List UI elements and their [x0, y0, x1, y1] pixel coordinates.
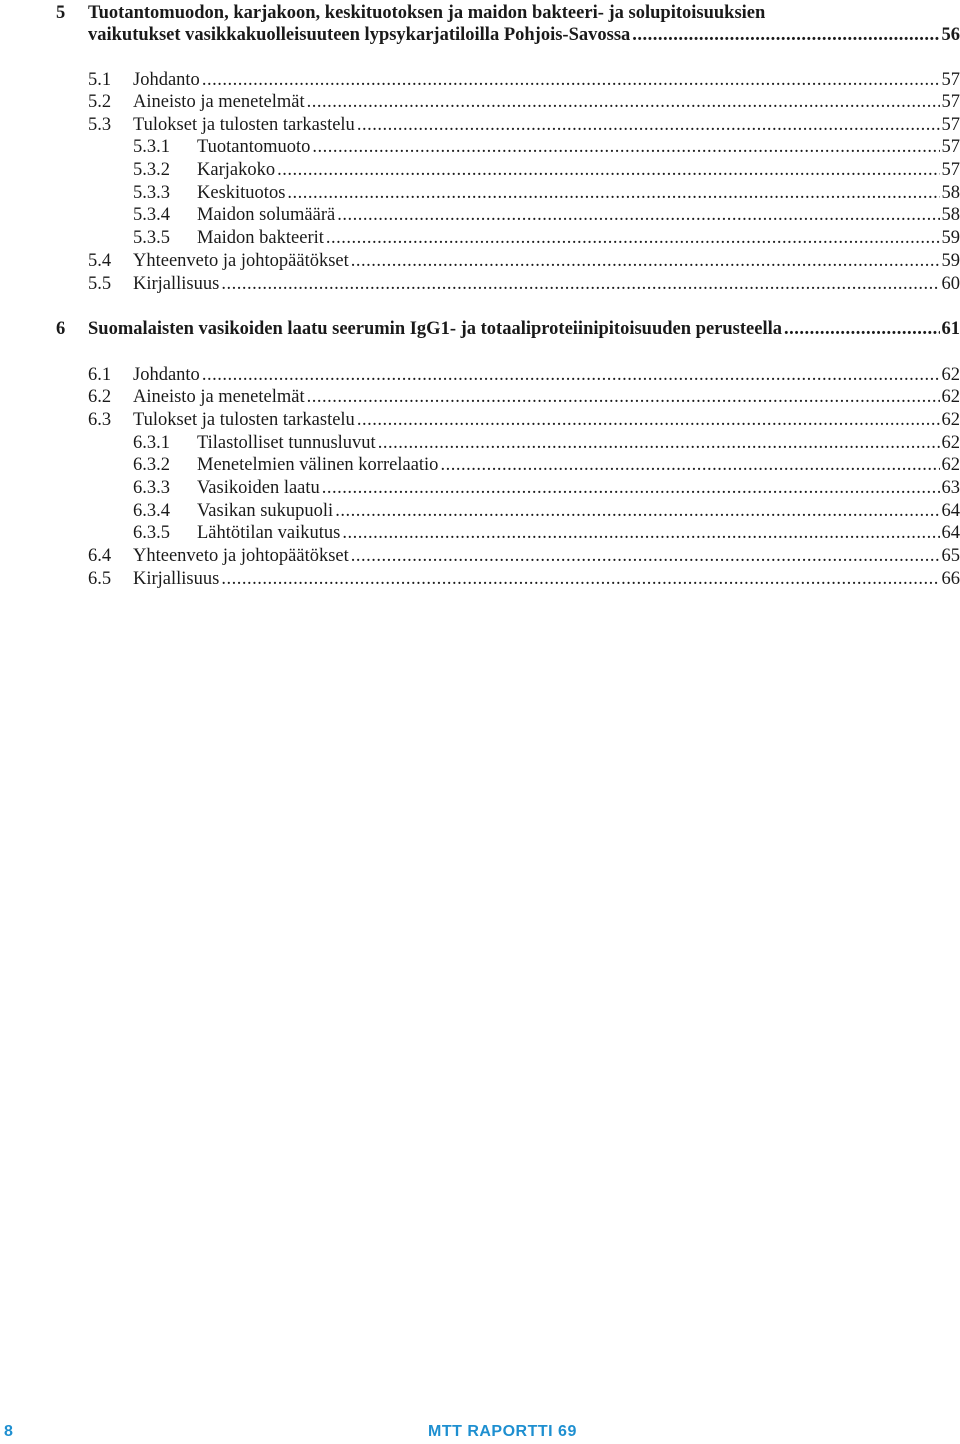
- toc-entry-label: [133, 227, 324, 249]
- section-title: Kirjallisuus: [133, 569, 219, 589]
- page-number: 57: [942, 114, 960, 136]
- section-title: Tulokset ja tulosten tarkastelu: [133, 410, 355, 430]
- dot-leader: [337, 204, 939, 226]
- toc-entry-5-3-1[interactable]: [133, 136, 960, 158]
- chapter-title-line: Tuotantomuodon, karjakoon, keskituotoksen ja maidon bakteeri- ja solupitoisuuksien: [88, 2, 765, 24]
- toc-entry-label: [88, 545, 349, 567]
- toc-entry-label: [88, 409, 355, 431]
- toc-entry-label: [88, 364, 200, 386]
- toc-entry-label: [133, 477, 320, 499]
- section-title: Kirjallisuus: [133, 274, 219, 294]
- section-number: 5.3.4: [133, 204, 197, 226]
- toc-entry-5-3-3[interactable]: [133, 182, 960, 204]
- dot-leader: [632, 24, 939, 46]
- page-number: 59: [942, 227, 960, 249]
- footer-publication-name: MTT RAPORTTI 69: [428, 1420, 577, 1444]
- section-number: 5.2: [88, 91, 133, 113]
- chapter-title-line: Suomalaisten vasikoiden laatu seerumin IgG1- ja totaaliproteiinipitoisuuden perusteella: [88, 318, 782, 340]
- toc-entry-6-3-2[interactable]: [133, 454, 960, 476]
- toc-entry-label: [88, 114, 355, 136]
- toc-entry-5-3[interactable]: [88, 114, 960, 136]
- chapter-number: 6: [56, 318, 65, 340]
- toc-entry-label: [133, 159, 275, 181]
- toc-entry-label: [133, 432, 376, 454]
- dot-leader: [351, 250, 940, 272]
- page-number: 66: [942, 568, 960, 590]
- toc-entry-6-3-5[interactable]: [133, 522, 960, 544]
- chapter-title-line: vaikutukset vasikkakuolleisuuteen lypsykarjatiloilla Pohjois-Savossa: [88, 24, 630, 46]
- toc-entry-5-5[interactable]: [88, 273, 960, 295]
- dot-leader: [784, 318, 940, 340]
- section-number: 6.3.4: [133, 500, 197, 522]
- section-number: 6.5: [88, 568, 133, 590]
- page-number: 62: [942, 386, 960, 408]
- toc-entry-label: [88, 91, 305, 113]
- toc-entry-5-3-2[interactable]: [133, 159, 960, 181]
- toc-entry-5-1[interactable]: [88, 69, 960, 91]
- page-number: 64: [942, 522, 960, 544]
- dot-leader: [357, 409, 940, 431]
- section-number: 5.5: [88, 273, 133, 295]
- section-title: Tilastolliset tunnusluvut: [197, 433, 376, 453]
- page-number: 62: [942, 432, 960, 454]
- page-number: 57: [942, 136, 960, 158]
- toc-entry-6-2[interactable]: [88, 386, 960, 408]
- page-number: 63: [942, 477, 960, 499]
- toc-entry-6-4[interactable]: [88, 545, 960, 567]
- toc-entry-label: [133, 204, 335, 226]
- section-number: 5.3.5: [133, 227, 197, 249]
- page-number: 56: [942, 24, 960, 46]
- page-number: 60: [942, 273, 960, 295]
- section-title: Keskituotos: [197, 183, 285, 203]
- dot-leader: [351, 545, 940, 567]
- dot-leader: [326, 227, 940, 249]
- toc-entry-5-4[interactable]: [88, 250, 960, 272]
- dot-leader: [335, 500, 939, 522]
- dot-leader: [378, 432, 940, 454]
- toc-entry-label: [133, 454, 438, 476]
- section-number: 6.3.3: [133, 477, 197, 499]
- page-number: 59: [942, 250, 960, 272]
- section-number: 6.3.2: [133, 454, 197, 476]
- dot-leader: [221, 273, 939, 295]
- dot-leader: [202, 364, 940, 386]
- section-title: Yhteenveto ja johtopäätökset: [133, 251, 349, 271]
- section-title: Tuotantomuoto: [197, 137, 310, 157]
- section-title: Maidon bakteerit: [197, 228, 324, 248]
- section-number: 5.3.3: [133, 182, 197, 204]
- section-number: 5.4: [88, 250, 133, 272]
- section-title: Maidon solumäärä: [197, 205, 335, 225]
- page-number: 62: [942, 454, 960, 476]
- dot-leader: [322, 477, 940, 499]
- section-number: 6.3.5: [133, 522, 197, 544]
- toc-entry-label: [88, 568, 219, 590]
- toc-entry-5-3-4[interactable]: [133, 204, 960, 226]
- toc-entry-6-3-1[interactable]: [133, 432, 960, 454]
- toc-entry-label: [133, 522, 340, 544]
- section-title: Aineisto ja menetelmät: [133, 92, 305, 112]
- toc-entry-label: [88, 250, 349, 272]
- section-number: 5.1: [88, 69, 133, 91]
- section-number: 6.2: [88, 386, 133, 408]
- page-number: 65: [942, 545, 960, 567]
- dot-leader: [277, 159, 939, 181]
- section-number: 6.3.1: [133, 432, 197, 454]
- toc-entry-label: [133, 136, 310, 158]
- dot-leader: [342, 522, 939, 544]
- dot-leader: [440, 454, 939, 476]
- toc-entry-label: [88, 386, 305, 408]
- section-title: Vasikan sukupuoli: [197, 501, 333, 521]
- dot-leader: [312, 136, 939, 158]
- dot-leader: [221, 568, 939, 590]
- dot-leader: [357, 114, 940, 136]
- section-title: Lähtötilan vaikutus: [197, 523, 340, 543]
- toc-entry-label: [133, 182, 285, 204]
- toc-entry-5-2[interactable]: [88, 91, 960, 113]
- page-number: 61: [942, 318, 960, 340]
- toc-entry-label: [88, 69, 200, 91]
- page-number: 58: [942, 182, 960, 204]
- section-number: 6.1: [88, 364, 133, 386]
- chapter-6-title-row[interactable]: [88, 318, 960, 340]
- toc-entry-6-3[interactable]: [88, 409, 960, 431]
- toc-entry-6-3-3[interactable]: [133, 477, 960, 499]
- page-number: 57: [942, 159, 960, 181]
- section-title: Yhteenveto ja johtopäätökset: [133, 546, 349, 566]
- page-number: 62: [942, 409, 960, 431]
- page-number: 64: [942, 500, 960, 522]
- section-number: 5.3: [88, 114, 133, 136]
- page-number: 57: [942, 91, 960, 113]
- toc-entry-label: [133, 500, 333, 522]
- toc-entry-label: [88, 273, 219, 295]
- dot-leader: [202, 69, 940, 91]
- chapter-number: 5: [56, 2, 65, 24]
- toc-entry-6-5[interactable]: [88, 568, 960, 590]
- section-title: Tulokset ja tulosten tarkastelu: [133, 115, 355, 135]
- section-title: Karjakoko: [197, 160, 275, 180]
- section-number: 6.3: [88, 409, 133, 431]
- section-number: 6.4: [88, 545, 133, 567]
- section-title: Aineisto ja menetelmät: [133, 387, 305, 407]
- section-title: Johdanto: [133, 70, 200, 90]
- section-number: 5.3.1: [133, 136, 197, 158]
- dot-leader: [307, 386, 940, 408]
- footer-page-number: 8: [4, 1420, 13, 1444]
- section-title: Menetelmien välinen korrelaatio: [197, 455, 438, 475]
- section-title: Johdanto: [133, 365, 200, 385]
- page-number: 62: [942, 364, 960, 386]
- page-number: 57: [942, 69, 960, 91]
- section-number: 5.3.2: [133, 159, 197, 181]
- section-title: Vasikoiden laatu: [197, 478, 320, 498]
- toc-entry-6-3-4[interactable]: [133, 500, 960, 522]
- toc-entry-5-3-5[interactable]: [133, 227, 960, 249]
- chapter-5-title-row[interactable]: [88, 24, 960, 46]
- dot-leader: [287, 182, 939, 204]
- dot-leader: [307, 91, 940, 113]
- page-number: 58: [942, 204, 960, 226]
- toc-entry-6-1[interactable]: [88, 364, 960, 386]
